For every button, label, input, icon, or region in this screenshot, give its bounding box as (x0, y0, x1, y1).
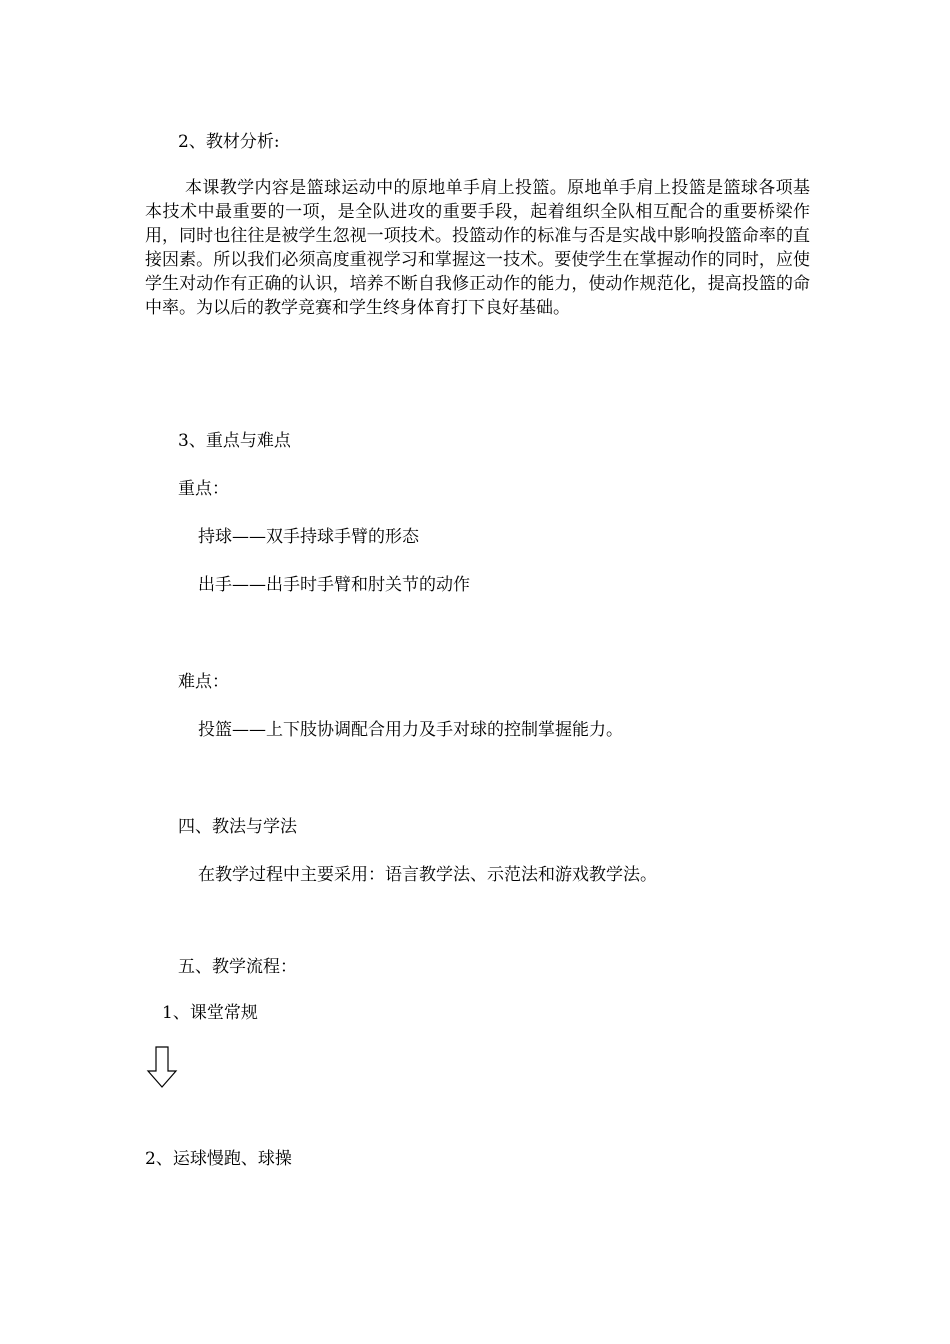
section-2-heading: 2、教材分析: (178, 132, 280, 152)
section-2-paragraph: 本课教学内容是篮球运动中的原地单手肩上投篮。原地单手肩上投篮是篮球各项基本技术中最重要的一项，是全队进攻的重要手段，起着组织全队相互配合的重要桥梁作用，同时也往往是被学生忽视一项技术。投篮动作的标准与否是实战中影响投篮命率的直接因素。所以我们必须高度重视学习和掌握这一技术。要使学生在掌握动作的同时，应使学生对动作有正确的认识，培养不断自我修正动作的能力，使动作规范化，提高投篮的命中率。为以后的教学竞赛和学生终身体育打下良好基础。 (145, 178, 810, 319)
down-arrow-icon (146, 1046, 178, 1088)
flow-step: 1、课堂常规 (162, 1003, 258, 1023)
flow-step: 2、运球慢跑、球操 (145, 1149, 292, 1169)
section-3-heading: 3、重点与难点 (178, 431, 291, 451)
section-5-heading: 五、教学流程： (178, 957, 297, 977)
key-point-item: 出手——出手时手臂和肘关节的动作 (198, 575, 470, 595)
section-4-text: 在教学过程中主要采用：语言教学法、示范法和游戏教学法。 (198, 865, 657, 885)
key-point-item: 持球——双手持球手臂的形态 (198, 527, 419, 547)
section-4-heading: 四、教法与学法 (178, 817, 297, 837)
difficulty-label: 难点： (178, 672, 229, 692)
difficulty-item: 投篮——上下肢协调配合用力及手对球的控制掌握能力。 (198, 720, 623, 740)
key-points-label: 重点： (178, 479, 229, 499)
